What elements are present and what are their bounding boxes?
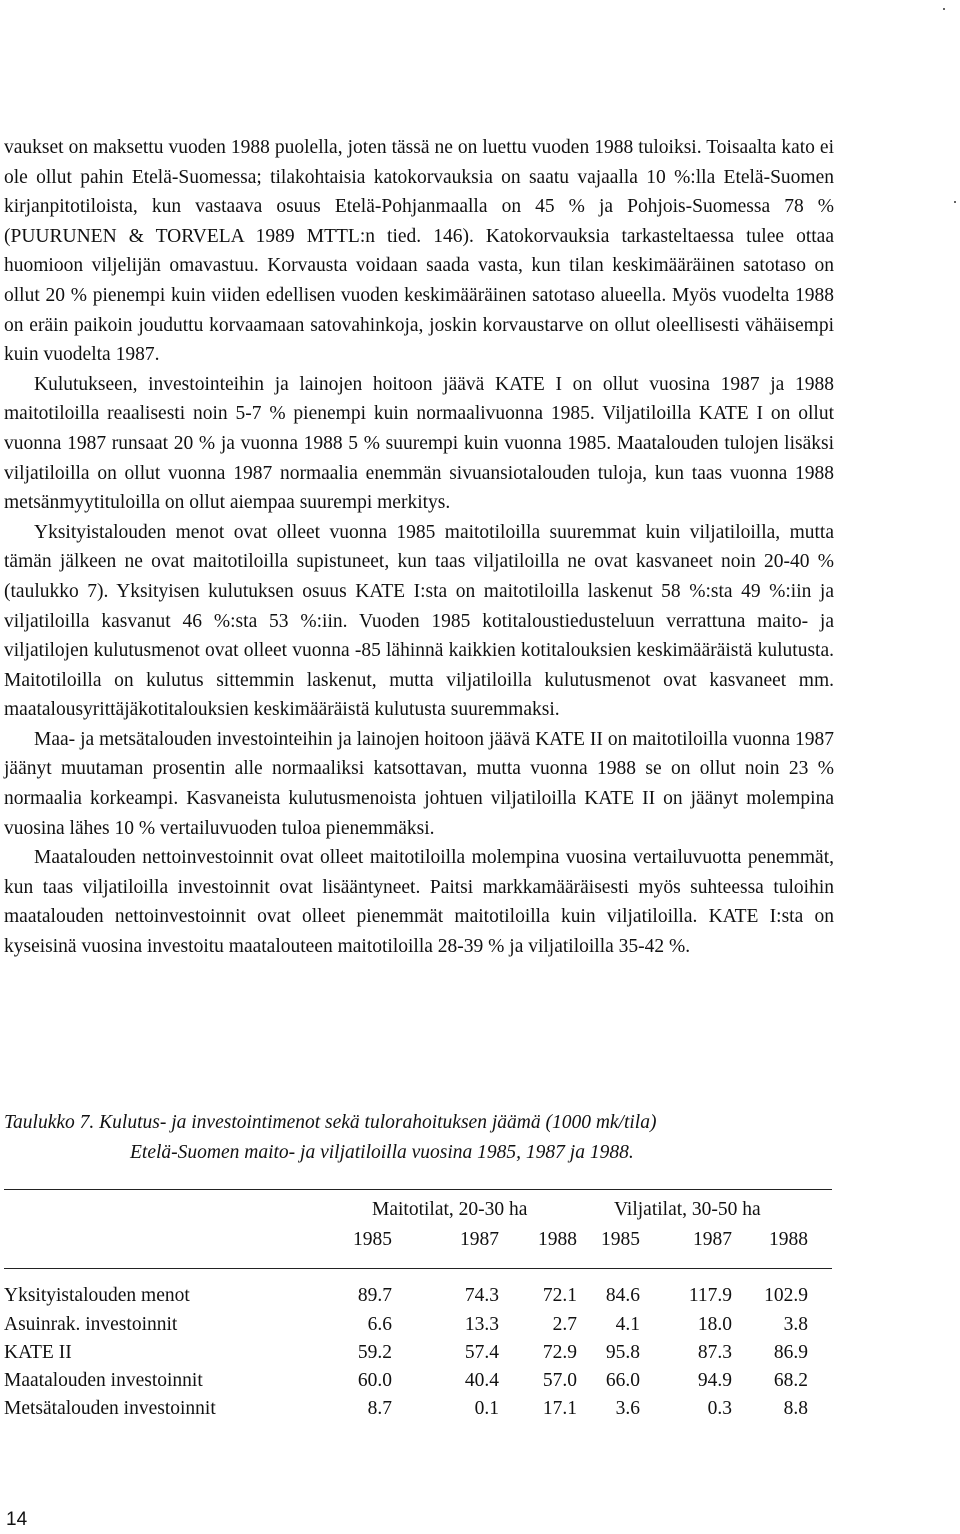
table-cell: 6.6 bbox=[367, 1314, 392, 1335]
table-row-label: Yksityistalouden menot bbox=[4, 1285, 190, 1306]
table-cell: 57.4 bbox=[464, 1342, 499, 1363]
table-cell: 8.7 bbox=[367, 1398, 392, 1419]
paragraph: vaukset on maksettu vuoden 1988 puolella, joten tässä ne on luettu vuoden 1988 tuloiksi. Toisaalta kato ei ole ollut pahin Etelä-Suomessa; tilakohtaisia katokorvauksia on saatu vajaalla 10 %:lla Etelä-Suomen kirjanpitotiloista, kun vastaava osuus Etelä-Pohjanmaalla on 45 % ja Pohjois-Suomessa 78 % (PUURUNEN & TORVELA 1989 MTTL:n tied. 146). Katokorvauksia tarkasteltaessa tulee ottaa huomioon viljelijän omavastuu. Korvausta voidaan saada vasta, kun tilan keskimääräinen satotaso on ollut 20 % pienempi kuin viiden edellisen vuoden keskimääräinen satotaso alueella. Myös vuodelta 1988 on eräin paikoin jouduttu korvaamaan satovahinkoja, joskin korvaustarve on ollut oleellisesti vähäisempi kuin vuodelta 1987. bbox=[4, 137, 834, 366]
scan-speck bbox=[954, 201, 956, 203]
table-row-label: Metsätalouden investoinnit bbox=[4, 1398, 216, 1419]
table-cell: 117.9 bbox=[688, 1285, 732, 1306]
table-rule bbox=[4, 1268, 832, 1269]
table-cell: 13.3 bbox=[464, 1314, 499, 1335]
paragraph: Maa- ja metsätalouden investointeihin ja lainojen hoitoon jäävä KATE II on maitotiloilla vuonna 1987 jäänyt muutaman prosentin alle normaaliksi katsottavan, mutta vuonna 1988 se on ollut noin 23 % normaalia korkeampi. Kasvaneista kulutusmenoista johtuen viljatiloilla KATE II on jäänyt molempina vuosina lähes 10 % vertailuvuoden tuloa pienemmäksi. bbox=[4, 728, 834, 839]
table-cell: 0.1 bbox=[474, 1398, 499, 1419]
table-row-label: Maatalouden investoinnit bbox=[4, 1370, 203, 1391]
table-cell: 84.6 bbox=[605, 1285, 640, 1306]
paragraph: Kulutukseen, investointeihin ja lainojen hoitoon jäävä KATE I on ollut vuosina 1987 ja 1988 maitotiloilla reaalisesti noin 5-7 % pienempi kuin normaalivuonna 1985. Viljatiloilla KATE I on ollut vuonna 1987 runsaat 20 % ja vuonna 1988 5 % suurempi kuin vuonna 1985. Maatalouden tulojen lisäksi viljatiloilla on ollut vuonna 1987 normaalia enemmän sivuansiotalouden tuloja, kun taas vuonna 1988 metsänmyytituloilla on ollut aiempaa suurempi merkitys. bbox=[4, 373, 834, 514]
paragraph: Maatalouden nettoinvestoinnit ovat olleet maitotiloilla molempina vuosina vertailuvuotta penemmät, kun taas viljatiloilla investoinnit ovat lisääntyneet. Paitsi markkamääräisesti myös suhteessa tuloihin maatalouden nettoinvestoinnit ovat olleet pienemmät maitotiloilla kuin viljatiloilla. KATE I:sta on kyseisinä vuosina investoitu maatalouteen maitotiloilla 28-39 % ja viljatiloilla 35-42 %. bbox=[4, 847, 834, 958]
page-number: 14 bbox=[6, 1509, 28, 1530]
table-caption-line: Etelä-Suomen maito- ja viljatiloilla vuosina 1985, 1987 ja 1988. bbox=[130, 1142, 634, 1163]
table-row-label: KATE II bbox=[4, 1342, 72, 1363]
table-caption bbox=[4, 1108, 834, 1168]
table-cell: 3.8 bbox=[783, 1314, 808, 1335]
paragraph: Yksityistalouden menot ovat olleet vuonna 1985 maitotiloilla suuremmat kuin viljatiloilla, mutta tämän jälkeen ne ovat maitotiloilla supistuneet, kun taas viljatiloilla ne ovat kasvaneet noin 20-40 % (taulukko 7). Yksityisen kulutuksen osuus KATE I:sta on maitotiloilla laskenut 58 %:sta 49 %:iin ja viljatiloilla kasvanut 46 %:sta 53 %:iin. Vuoden 1985 kotitaloustiedusteluun verrattuna maito- ja viljatilojen kulutusmenot ovat olleet vuonna -85 lähinnä kaikkien kotitalouksien keskimääräistä kulutusta. Maitotiloilla on kulutus sittemmin laskenut, mutta viljatiloilla kulutusmenot ovat kasvaneet mm. maatalousyrittäjäkotitalouksien keskimääräistä kulutusta suuremmaksi. bbox=[4, 521, 834, 721]
year-header: 1988 bbox=[538, 1229, 577, 1250]
table-cell: 0.3 bbox=[707, 1398, 732, 1419]
table-cell: 72.9 bbox=[542, 1342, 577, 1363]
table-cell: 17.1 bbox=[542, 1398, 577, 1419]
year-header: 1987 bbox=[693, 1229, 732, 1250]
column-group-header: Maitotilat, 20-30 ha bbox=[372, 1199, 528, 1220]
table-row-label: Asuinrak. investoinnit bbox=[4, 1314, 178, 1335]
table-cell: 60.0 bbox=[357, 1370, 392, 1391]
table-cell: 66.0 bbox=[605, 1370, 640, 1391]
year-header: 1985 bbox=[601, 1229, 640, 1250]
table-cell: 68.2 bbox=[773, 1370, 808, 1391]
table-cell: 18.0 bbox=[697, 1314, 732, 1335]
column-group-header: Viljatilat, 30-50 ha bbox=[614, 1199, 761, 1220]
table-cell: 74.3 bbox=[464, 1285, 499, 1306]
year-header: 1985 bbox=[353, 1229, 392, 1250]
table-cell: 94.9 bbox=[697, 1370, 732, 1391]
table-caption-line: Taulukko 7. Kulutus- ja investointimenot sekä tulorahoituksen jäämä (1000 mk/tila) bbox=[4, 1112, 657, 1133]
table-cell: 40.4 bbox=[464, 1370, 499, 1391]
table-cell: 102.9 bbox=[764, 1285, 808, 1306]
table-cell: 59.2 bbox=[357, 1342, 392, 1363]
table-cell: 8.8 bbox=[783, 1398, 808, 1419]
year-header: 1987 bbox=[460, 1229, 499, 1250]
table-cell: 89.7 bbox=[357, 1285, 392, 1306]
table-cell: 3.6 bbox=[615, 1398, 640, 1419]
table-cell: 87.3 bbox=[697, 1342, 732, 1363]
table-cell: 4.1 bbox=[615, 1314, 640, 1335]
table-cell: 86.9 bbox=[773, 1342, 808, 1363]
table-cell: 57.0 bbox=[542, 1370, 577, 1391]
table-cell: 72.1 bbox=[542, 1285, 577, 1306]
body-text bbox=[4, 133, 834, 962]
table-cell: 2.7 bbox=[552, 1314, 577, 1335]
year-header: 1988 bbox=[769, 1229, 808, 1250]
scan-speck bbox=[943, 8, 945, 10]
table-cell: 95.8 bbox=[605, 1342, 640, 1363]
table-rule bbox=[4, 1189, 832, 1190]
